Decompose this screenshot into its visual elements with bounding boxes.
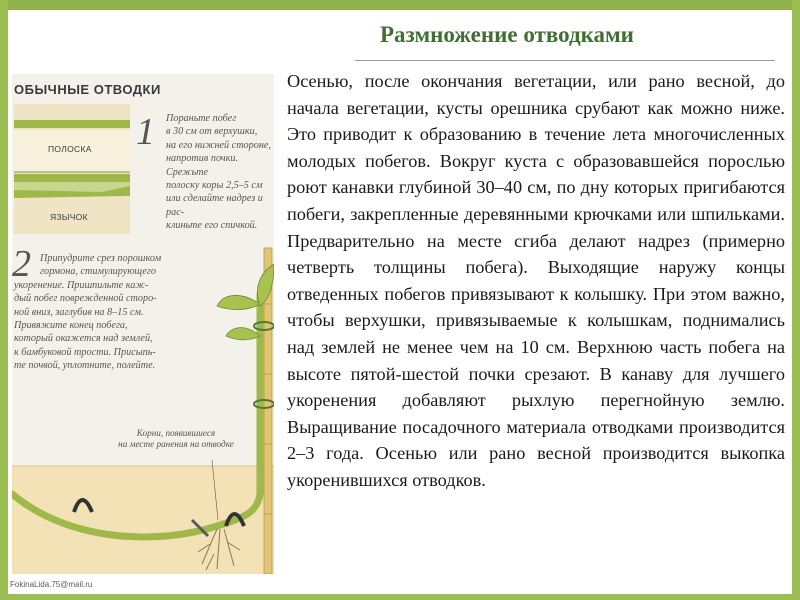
strip-label: ПОЛОСКА (48, 144, 92, 154)
step-2-number: 2 (12, 243, 31, 285)
stem-top (14, 120, 130, 128)
tongue-label: ЯЗЫЧОК (50, 212, 88, 222)
frame-top (0, 0, 800, 10)
frame-bottom (0, 594, 800, 600)
title-divider (355, 60, 775, 61)
roots-caption: Корни, появившиеся на месте ранения на отводке (118, 428, 234, 449)
illustration-header: ОБЫЧНЫЕ ОТВОДКИ (14, 82, 161, 97)
slide-body-text: Осенью, после окончания вегетации, или рано весной, до начала вегетации, кусты орешника срубают как можно ниже. Это приводит к образованию в течение лета многочисленных молодых побегов. Вокруг куста с образовавшейся порослью роют канавки глубиной 30–40 см, по дну которых пригибаются побеги, закрепленные деревянными крючками или шпильками. Предварительно на месте сгиба делают надрез (примерно четверть толщины побега). Выходящие наружу концы отведенных побегов привязывают к колышку. При этом важно, чтобы верхушки, привязываемые к колышкам, поднимались над землей не менее чем на 10 см. Верхнюю часть побега на высоте пятой-шестой почки срезают. В канаву для лучшего укоренения добавляют рыхлую перегнойную землю. Выращивание посадочного материала отводками производится 2–3 года. Осенью или рано весной производится выкопка укоренившихся отводков. (287, 71, 785, 490)
step-2-text: Припудрите срез порошком гормона, стимулирующего укоренение. Пришпильте каж- дый побег поврежденной сторо- ной вниз, заглубив на 8–15 см. Привяжите конец побега, который окажется над землей, к бамбуковой трости. Присыпь- те почвой, уплотните, полейте. (14, 253, 162, 372)
step-1-text: Пораньте побег в 30 см от верхушки, на его нижней стороне, напротив почки. Срежьте полоску коры 2,5–5 см или сделайте надрез и рас- клиньте его спичкой. (166, 113, 271, 232)
step-1-number: 1 (136, 111, 155, 153)
stem-middle (14, 174, 130, 182)
frame-left (0, 0, 8, 600)
slide-title: Размножение отводками (380, 22, 634, 47)
leaf-left (217, 295, 260, 309)
frame-right (792, 0, 800, 600)
author-email: FokinaLida.75@mail.ru (10, 580, 93, 589)
leaf-small (226, 328, 260, 340)
layering-illustration (12, 74, 274, 574)
